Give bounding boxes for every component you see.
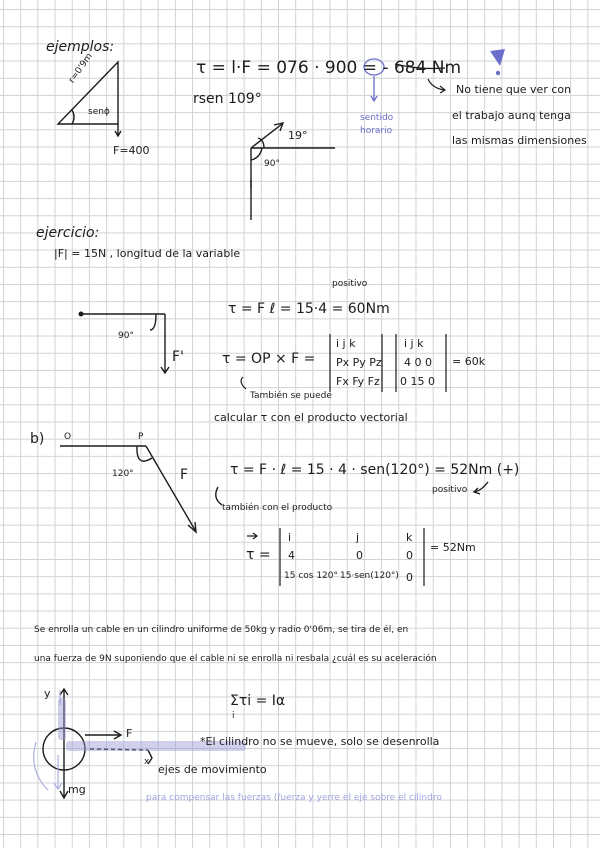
ejercicio-f-prime: F' <box>172 349 184 365</box>
cilindro-statement-2: una fuerza de 9N suponiendo que el cable ni se enrolla ni resbala ¿cuál es su aceleración <box>34 654 437 664</box>
det1-row3: Fx Fy Fz <box>336 375 380 388</box>
part-b-angle: 120° <box>112 469 134 479</box>
ejercicio-note-a2: calcular τ con el producto vectorial <box>214 411 408 424</box>
example-angle-top: 19° <box>288 129 308 142</box>
part-b-col-k: k <box>406 531 413 544</box>
example-f-label: F=400 <box>113 144 150 157</box>
example-sen-label: senϕ <box>88 107 110 117</box>
ejercicio-torque-scalar: τ = F ℓ = 15·4 = 60Nm <box>228 301 390 317</box>
part-b-lhs: τ = <box>246 547 271 563</box>
example-rsen: rsen 109° <box>193 91 262 107</box>
exercise-b-diagram <box>60 446 488 532</box>
det2-row3: 0 15 0 <box>400 375 435 388</box>
cylinder-highlight-vertical <box>58 698 66 740</box>
part-b-label: b) <box>30 431 45 447</box>
cilindro-note: *El cilindro no se mueve, solo se desenrolla <box>200 735 440 748</box>
part-b-result: = 52Nm <box>430 541 476 554</box>
part-b-f-label: F <box>180 467 189 483</box>
example-note-line2: el trabajo aunq tenga <box>452 109 571 122</box>
part-b-torque-equation: τ = F · ℓ = 15 · 4 · sen(120°) = 52Nm (+) <box>230 462 520 478</box>
det2-row1: i j k <box>404 337 424 350</box>
cilindro-x-label: x <box>144 757 150 767</box>
part-b-col-i: i <box>288 531 292 544</box>
exclamation-icon <box>490 49 505 75</box>
example-angle-bottom: 90° <box>264 159 280 169</box>
part-b-row2-c2: 0 <box>356 549 363 562</box>
part-b-col-j: j <box>356 531 360 544</box>
cilindro-f-label: F <box>126 727 133 740</box>
det2-row2: 4 0 0 <box>404 356 432 369</box>
example-r-label: r=0'9m <box>67 51 95 86</box>
part-b-row2-c1: 4 <box>288 549 295 562</box>
ejercicio-positivo: positivo <box>332 279 368 289</box>
part-b-row2-c3: 0 <box>406 549 413 562</box>
ejercicio-note-a1: También se puede <box>250 391 332 401</box>
cilindro-statement-1: Se enrolla un cable en un cilindro uniforme de 50kg y radio 0'06m, se tira de él, en <box>34 625 409 635</box>
example-sentido-horario: sentido horario <box>360 113 394 136</box>
det1-row2: Px Py Pz <box>336 356 382 369</box>
cilindro-sum-equation: Στi = Iα <box>230 693 286 709</box>
ejercicio-statement: |F| = 15N , longitud de la variable <box>54 247 241 260</box>
part-b-positivo: positivo <box>432 485 468 495</box>
cilindro-sum-subscript: i <box>232 711 235 721</box>
part-b-p-label: P <box>138 432 144 442</box>
part-b-row3-c1: 15 cos 120° <box>284 571 338 581</box>
example-triangle-diagram <box>58 62 121 136</box>
example-note-line3: las mismas dimensiones <box>452 134 587 147</box>
ejercicio-angle-90: 90° <box>118 331 134 341</box>
example-torque-equation: τ = l·F = 076 · 900 = - 684 Nm <box>196 58 462 78</box>
ejercicio-result-a: = 60k <box>452 355 486 368</box>
ejemplos-title: ejemplos: <box>46 39 115 55</box>
part-b-o-label: O <box>64 432 72 442</box>
part-b-note: también con el producto <box>222 503 333 513</box>
part-b-row3-c3: 0 <box>406 571 413 584</box>
cilindro-y-label: y <box>44 687 51 700</box>
cilindro-faded-line: para compensar las fuerzas (fuerza y yerre el eje sobre el cilindro <box>146 793 442 803</box>
cilindro-mg-label: mg <box>68 783 86 796</box>
cilindro-ejes: ejes de movimiento <box>158 763 267 776</box>
ejercicio-cross-lhs: τ = OP × F = <box>222 351 316 367</box>
ejercicio-title: ejercicio: <box>36 225 100 241</box>
exercise-a-diagram <box>79 312 169 373</box>
part-b-row3-c2: 15·sen(120°) <box>340 571 399 581</box>
example-note-line1: No tiene que ver con <box>456 83 572 96</box>
det1-row1: i j k <box>336 337 356 350</box>
